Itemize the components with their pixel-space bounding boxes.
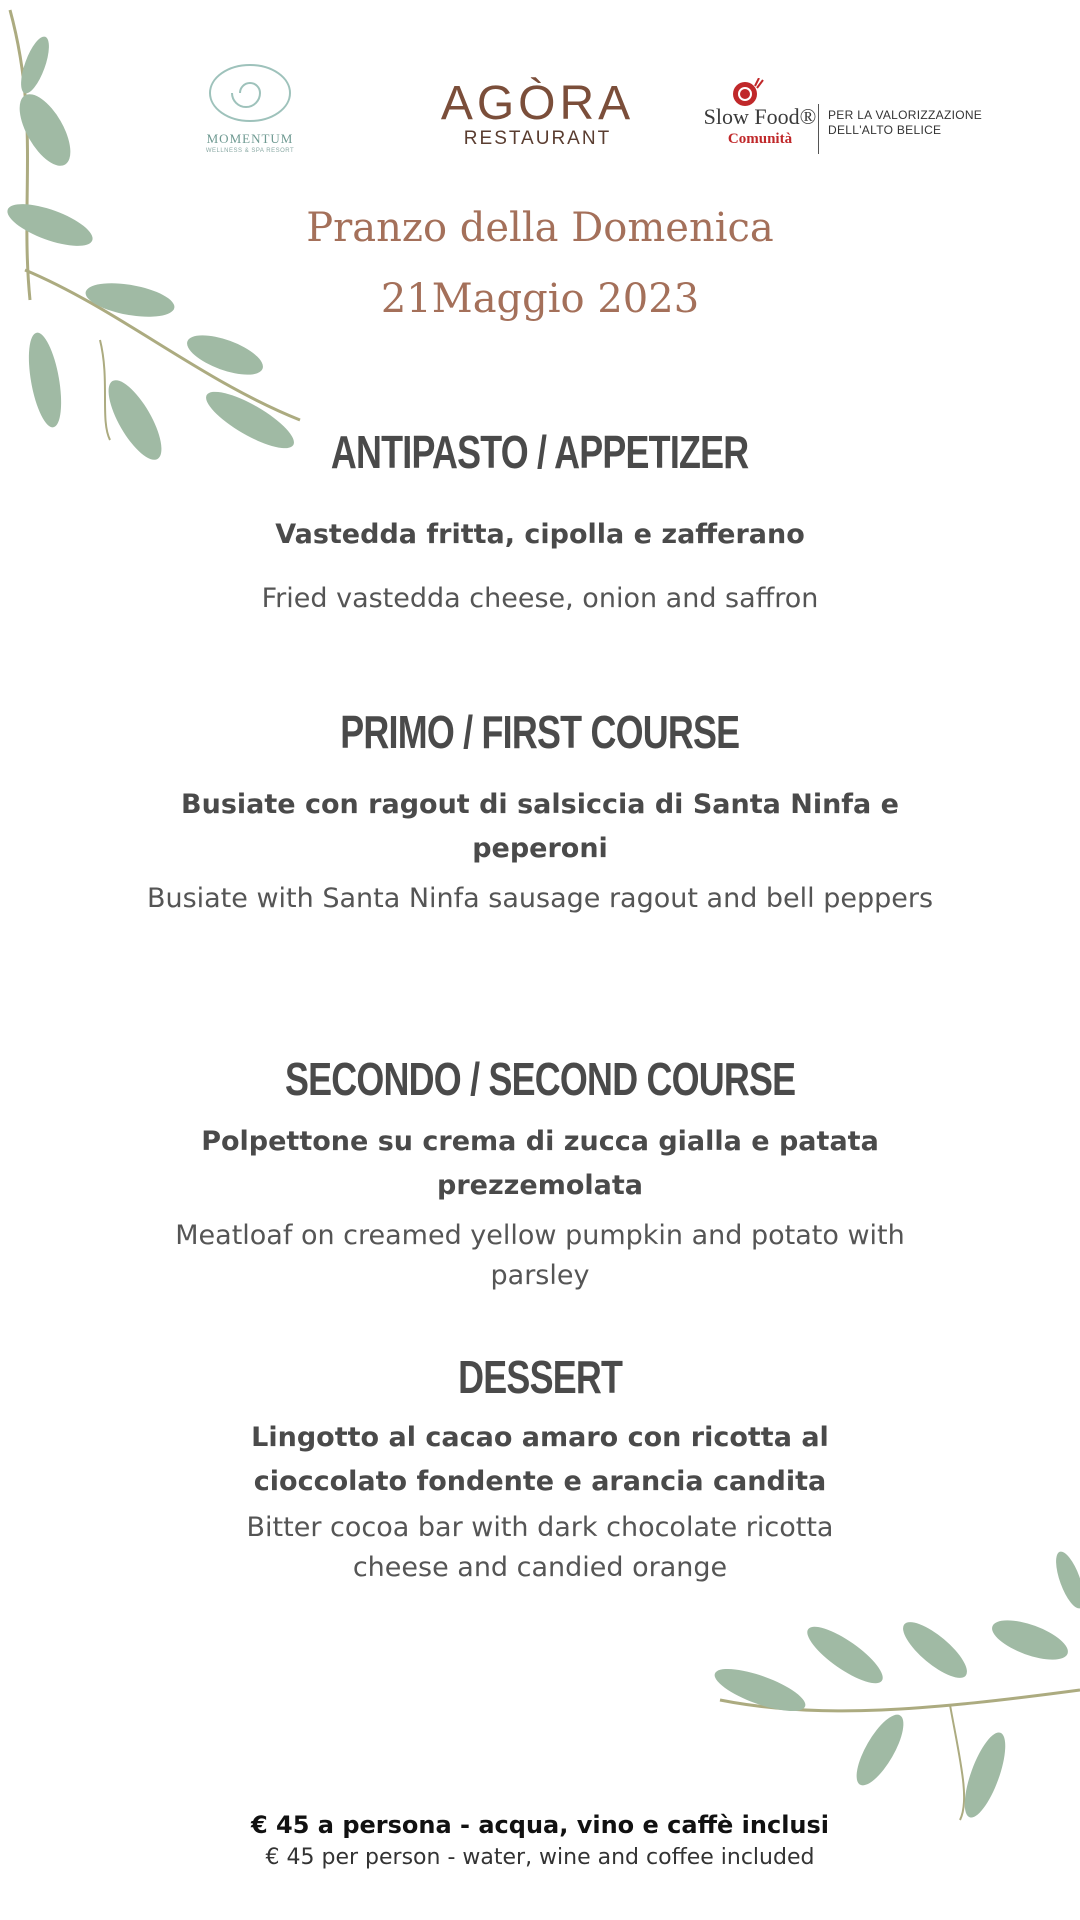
antipasto-heading: ANTIPASTO / APPETIZER <box>331 426 749 478</box>
slowfood-tagline <box>828 108 1008 138</box>
price-english: € 45 per person - water, wine and coffee included <box>265 1845 815 1870</box>
agora-logo <box>420 77 655 150</box>
slowfood-divider <box>818 104 819 154</box>
primo-dish: Busiate con ragout di salsiccia di Santa Ninfa e peperoni <box>181 789 899 864</box>
dessert-heading: DESSERT <box>457 1351 622 1403</box>
menu-title: Pranzo della Domenica <box>306 205 774 251</box>
secondo-description: Meatloaf on creamed yellow pumpkin and potato with parsley <box>175 1220 905 1291</box>
slowfood-subtitle: Comunità <box>727 131 793 147</box>
slowfood-name: Slow Food® <box>703 104 817 129</box>
section-primo <box>0 705 1080 919</box>
section-dessert <box>0 1350 1080 1588</box>
section-secondo <box>0 1052 1080 1296</box>
agora-name: AGÒRA <box>440 77 635 130</box>
dessert-description: Bitter cocoa bar with dark chocolate ricotta cheese and candied orange <box>246 1512 834 1583</box>
primo-heading: PRIMO / FIRST COURSE <box>340 706 740 758</box>
slowfood-tagline-1: PER LA VALORIZZAZIONE <box>828 108 983 122</box>
primo-description: Busiate with Santa Ninfa sausage ragout and bell peppers <box>146 883 934 914</box>
section-antipasto <box>0 425 1080 619</box>
slowfood-logo <box>695 78 825 148</box>
price-block <box>0 1808 1080 1874</box>
agora-subtitle: RESTAURANT <box>463 128 612 149</box>
momentum-name: MOMENTUM <box>206 131 294 146</box>
antipasto-dish: Vastedda fritta, cipolla e zafferano <box>275 519 805 550</box>
secondo-heading: SECONDO / SECOND COURSE <box>284 1053 796 1105</box>
price-italian: € 45 a persona - acqua, vino e caffè inclusi <box>250 1811 830 1839</box>
slowfood-tagline-2: DELL'ALTO BELICE <box>828 123 942 137</box>
secondo-dish: Polpettone su crema di zucca gialla e patata prezzemolata <box>201 1126 879 1201</box>
dessert-dish: Lingotto al cacao amaro con ricotta al cioccolato fondente e arancia candita <box>251 1422 829 1497</box>
momentum-logo <box>200 62 300 155</box>
spiral-icon <box>207 62 293 124</box>
menu-date: 21Maggio 2023 <box>380 276 700 322</box>
antipasto-description: Fried vastedda cheese, onion and saffron <box>261 583 819 614</box>
momentum-subtitle: WELLNESS & SPA RESORT <box>205 148 295 154</box>
